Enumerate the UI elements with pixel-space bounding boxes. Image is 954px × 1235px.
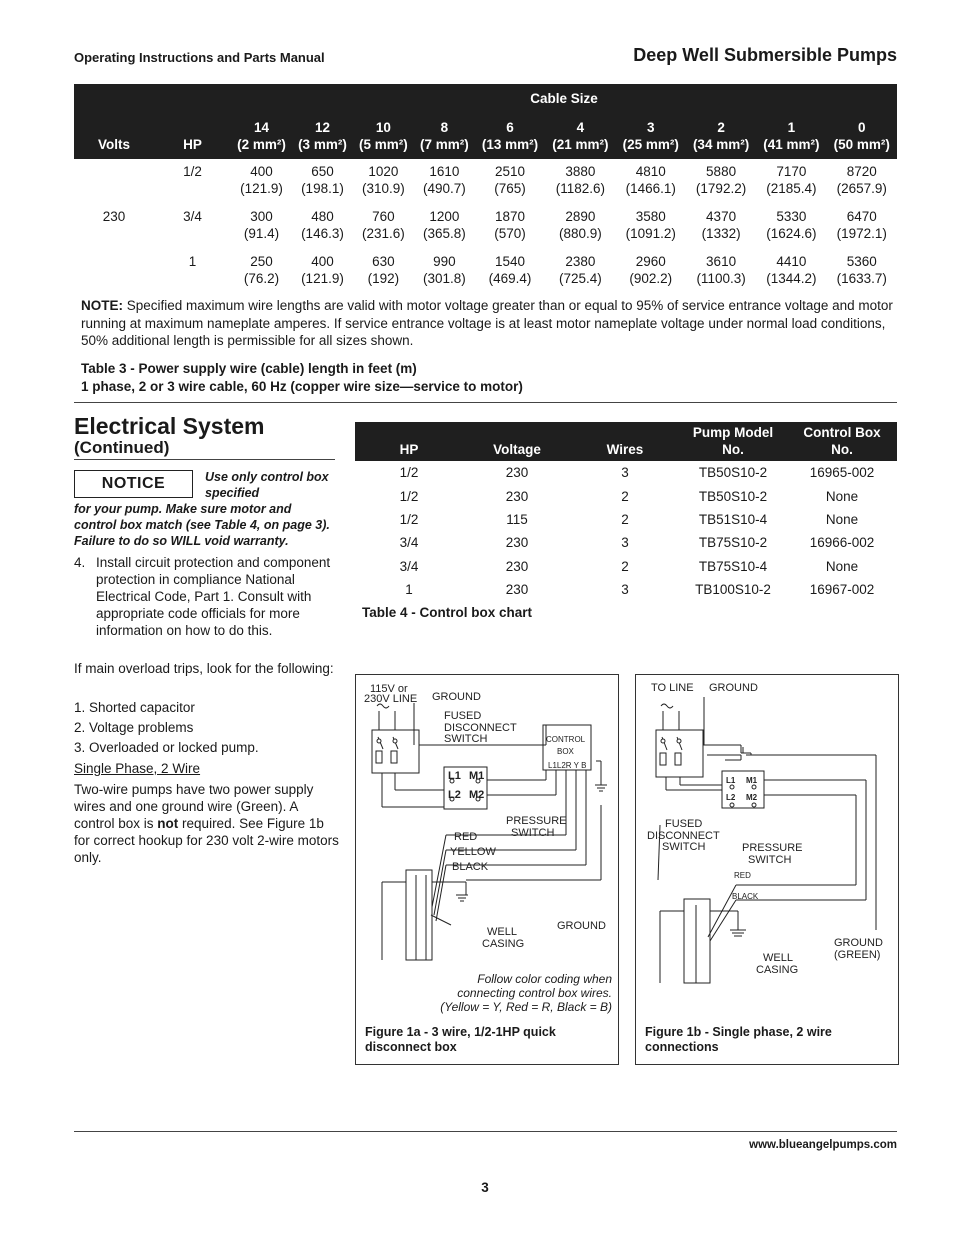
divider	[74, 402, 897, 403]
diagram-label: L2	[726, 793, 736, 802]
diagram-label: CONTROL	[546, 735, 586, 744]
diagram-label: TO LINE	[651, 682, 694, 694]
length-cell: 3610 (1100.3)	[696, 254, 746, 286]
length-cell: 400 (121.9)	[240, 164, 283, 196]
diagram-label: PRESSURE	[742, 842, 803, 854]
table-cell: 1	[405, 582, 413, 598]
diagram-label: L1	[726, 776, 736, 785]
diagram-label: RED	[734, 871, 751, 880]
size-header: 6 (13 mm²)	[475, 107, 545, 159]
diagram-label: DISCONNECT	[647, 830, 720, 842]
diagram-label: DISCONNECT	[444, 722, 517, 734]
diagram-label: GROUND	[557, 920, 606, 932]
notice-text: for your pump. Make sure motor and control box match (see Table 4, on page 3). Failure to do so WILL void warranty.	[74, 502, 330, 548]
table-cell: 230	[505, 488, 529, 504]
check-item: 3. Overloaded or locked pump.	[74, 740, 259, 755]
table-cell: 3	[621, 465, 629, 481]
table-cell: TB75S10-4	[698, 558, 768, 574]
table-cell: 16965-002	[809, 465, 875, 481]
size-header: 8 (7 mm²)	[414, 107, 475, 159]
table-cell: 3	[621, 535, 629, 551]
volts-cell	[74, 250, 154, 295]
length-cell: 4370 (1332)	[701, 209, 741, 241]
size-header: 1 (41 mm²)	[756, 107, 826, 159]
table-row	[355, 508, 897, 531]
size-header: 0 (50 mm²)	[827, 107, 897, 159]
table-cell: None	[825, 488, 859, 504]
length-cell: 2380 (725.4)	[559, 254, 602, 286]
length-cell: 1020 (310.9)	[362, 164, 405, 196]
notice-text: Use only control box specified	[205, 470, 329, 500]
table-cell: TB50S10-2	[698, 488, 768, 504]
table-cell: 230	[505, 558, 529, 574]
hp-cell: 1/2	[183, 164, 202, 179]
diagram-label: BLACK	[732, 892, 759, 901]
hp-header: HP	[154, 107, 231, 159]
table4-caption: Table 4 - Control box chart	[362, 605, 533, 620]
length-cell: 8720 (2657.9)	[836, 164, 887, 196]
size-header: 3 (25 mm²)	[616, 107, 686, 159]
diagram-label: FUSED	[665, 818, 703, 830]
table-cell: 2	[621, 511, 629, 527]
overload-intro: If main overload trips, look for the following:	[74, 661, 334, 676]
section-subtitle: (Continued)	[74, 438, 170, 457]
check-item: 2. Voltage problems	[74, 720, 194, 735]
length-cell: 2890 (880.9)	[559, 209, 602, 241]
diagram-label: M1	[746, 776, 758, 785]
table-cell: 3	[621, 582, 629, 598]
diagram-label: GROUND	[709, 682, 758, 694]
table-cell: 230	[505, 535, 529, 551]
diagram-label: L1L2R Y B	[548, 761, 587, 770]
figure-1b	[635, 674, 899, 1065]
table-cell: 2	[621, 558, 629, 574]
length-cell: 2510 (765)	[494, 164, 526, 196]
length-cell: 5330 (1624.6)	[766, 209, 817, 241]
table-cell: 1/2	[399, 465, 419, 481]
table-cell: 230	[505, 465, 529, 481]
size-header: 2 (34 mm²)	[686, 107, 756, 159]
table-cell: 3/4	[399, 558, 419, 574]
diagram-label: BOX	[557, 747, 574, 756]
notice-badge: NOTICE	[74, 470, 193, 498]
length-cell: 1200 (365.8)	[423, 209, 466, 241]
well-casing	[406, 870, 432, 960]
length-cell: 6470 (1972.1)	[836, 209, 887, 241]
diagram-label: CASING	[756, 964, 799, 976]
diagram-label: M2	[469, 789, 485, 801]
ac-symbol	[661, 704, 673, 708]
length-cell: 4810 (1466.1)	[625, 164, 676, 196]
wiring-diagram-1b	[636, 675, 898, 1064]
hp-header: HP	[355, 422, 463, 461]
table3-caption: Table 3 - Power supply wire (cable) length in feet (m) 1 phase, 2 or 3 wire cable, 60 Hz (copper wire size—service to motor)	[81, 361, 523, 394]
control-box-table	[355, 422, 897, 601]
table-cell: 1/2	[399, 511, 419, 527]
volts-cell	[74, 159, 154, 205]
diagram-label: WELL	[487, 926, 517, 938]
table-cell: 115	[506, 511, 528, 527]
diagram-label: BLACK	[452, 861, 489, 873]
size-header: 10 (5 mm²)	[353, 107, 414, 159]
cable-size-header: Cable Size	[231, 84, 897, 107]
size-header: 4 (21 mm²)	[545, 107, 615, 159]
diagram-label: M1	[469, 770, 485, 782]
length-cell: 990 (301.8)	[423, 254, 466, 286]
length-cell: 250 (76.2)	[243, 254, 280, 286]
diagram-label: L2	[448, 789, 461, 801]
diagram-label: WELL	[763, 952, 793, 964]
length-cell: 4410 (1344.2)	[766, 254, 817, 286]
length-cell: 7170 (2185.4)	[766, 164, 817, 196]
well-casing	[684, 899, 710, 983]
length-cell: 630 (192)	[367, 254, 400, 286]
table-cell: TB100S10-2	[695, 582, 771, 598]
diagram-label: 230V LINE	[364, 693, 418, 705]
size-header: 14 (2 mm²)	[231, 107, 292, 159]
table-cell: None	[825, 558, 859, 574]
length-cell: 3580 (1091.2)	[625, 209, 676, 241]
color-coding-note: Follow color coding when connecting control box wires. (Yellow = Y, Red = R, Black = B)	[440, 972, 612, 1014]
table-row	[74, 159, 897, 205]
hp-cell: 3/4	[183, 209, 202, 224]
table-row	[355, 578, 897, 601]
table-cell: 2	[621, 488, 629, 504]
diagram-label: GROUND	[834, 937, 883, 949]
diagram-label: RED	[454, 831, 478, 843]
table-row	[355, 555, 897, 578]
table-cell: TB50S10-2	[698, 465, 768, 481]
length-cell: 3880 (1182.6)	[555, 164, 606, 196]
figure-1a-caption: Figure 1a - 3 wire, 1/2-1HP quick disconnect box	[365, 1025, 556, 1054]
wire-length-table	[74, 84, 897, 295]
length-cell: 300 (91.4)	[243, 209, 280, 241]
table-cell: 16967-002	[809, 582, 875, 598]
diagram-label: M2	[746, 793, 758, 802]
diagram-label: SWITCH	[748, 854, 792, 866]
product-title: Deep Well Submersible Pumps	[633, 45, 897, 65]
table-cell: 16966-002	[809, 535, 875, 551]
diagram-label: 115V or	[370, 683, 408, 695]
table-row	[355, 484, 897, 507]
table-row	[74, 250, 897, 295]
table-cell: None	[825, 511, 859, 527]
table-cell: 1/2	[399, 488, 419, 504]
page-number: 3	[481, 1180, 489, 1195]
length-cell: 5880 (1792.2)	[695, 164, 747, 196]
diagram-label: YELLOW	[450, 846, 496, 858]
wires-header: Wires	[571, 422, 679, 461]
check-item: 1. Shorted capacitor	[74, 700, 195, 715]
divider	[74, 459, 335, 460]
section-title: Electrical System	[74, 413, 265, 439]
length-cell: 400 (121.9)	[301, 254, 344, 286]
diagram-label: PRESSURE	[506, 815, 567, 827]
volts-cell: 230	[102, 209, 126, 224]
manual-title: Operating Instructions and Parts Manual	[74, 50, 325, 65]
diagram-label: (GREEN)	[834, 949, 881, 961]
length-cell: 760 (231.6)	[362, 209, 405, 241]
subsection-heading: Single Phase, 2 Wire	[74, 761, 201, 776]
hp-cell: 1	[188, 254, 197, 269]
table-cell: TB51S10-4	[698, 511, 768, 527]
diagram-label: SWITCH	[444, 733, 488, 745]
diagram-label: SWITCH	[662, 841, 706, 853]
length-cell: 1870 (570)	[494, 209, 526, 241]
length-cell: 1610 (490.7)	[423, 164, 466, 196]
table-row	[74, 205, 897, 250]
figure-1a	[355, 674, 619, 1065]
length-cell: 480 (146.3)	[301, 209, 344, 241]
website-url: www.blueangelpumps.com	[749, 1139, 897, 1151]
length-cell: 650 (198.1)	[301, 164, 344, 196]
diagram-label: CASING	[482, 938, 525, 950]
table-row	[355, 461, 897, 484]
diagram-label: FUSED	[444, 710, 482, 722]
length-cell: 2960 (902.2)	[629, 254, 673, 286]
table-cell: 3/4	[399, 535, 419, 551]
wire-length-note: NOTE: Specified maximum wire lengths are valid with motor voltage greater than or equal to 95% of service entrance voltage and motor running at maximum nameplate amperes. If service entrance voltage is at least motor nameplate voltage under normal load conditions, 50% additional length is permissible for all sizes shown.	[81, 298, 893, 348]
table-cell: TB75S10-2	[698, 535, 768, 551]
diagram-label: L1	[448, 770, 461, 782]
length-cell: 1540 (469.4)	[488, 254, 532, 286]
two-wire-paragraph: Two-wire pumps have two power supply wires and one ground wire (Green). A control box is not required. See Figure 1b for correct hookup for 230 volt 2-wire motors only.	[74, 782, 339, 865]
volts-header: Volts	[74, 107, 154, 159]
model-header: Pump Model No.	[679, 422, 787, 461]
size-header: 12 (3 mm²)	[292, 107, 353, 159]
figure-1b-caption: Figure 1b - Single phase, 2 wire connections	[645, 1025, 832, 1054]
control-box-header: Control Box No.	[787, 422, 897, 461]
voltage-header: Voltage	[463, 422, 571, 461]
divider	[74, 1131, 897, 1132]
table-row	[355, 531, 897, 554]
diagram-label: SWITCH	[511, 827, 555, 839]
length-cell: 5360 (1633.7)	[836, 254, 887, 286]
diagram-label: GROUND	[432, 691, 481, 703]
table-cell: 230	[505, 582, 529, 598]
